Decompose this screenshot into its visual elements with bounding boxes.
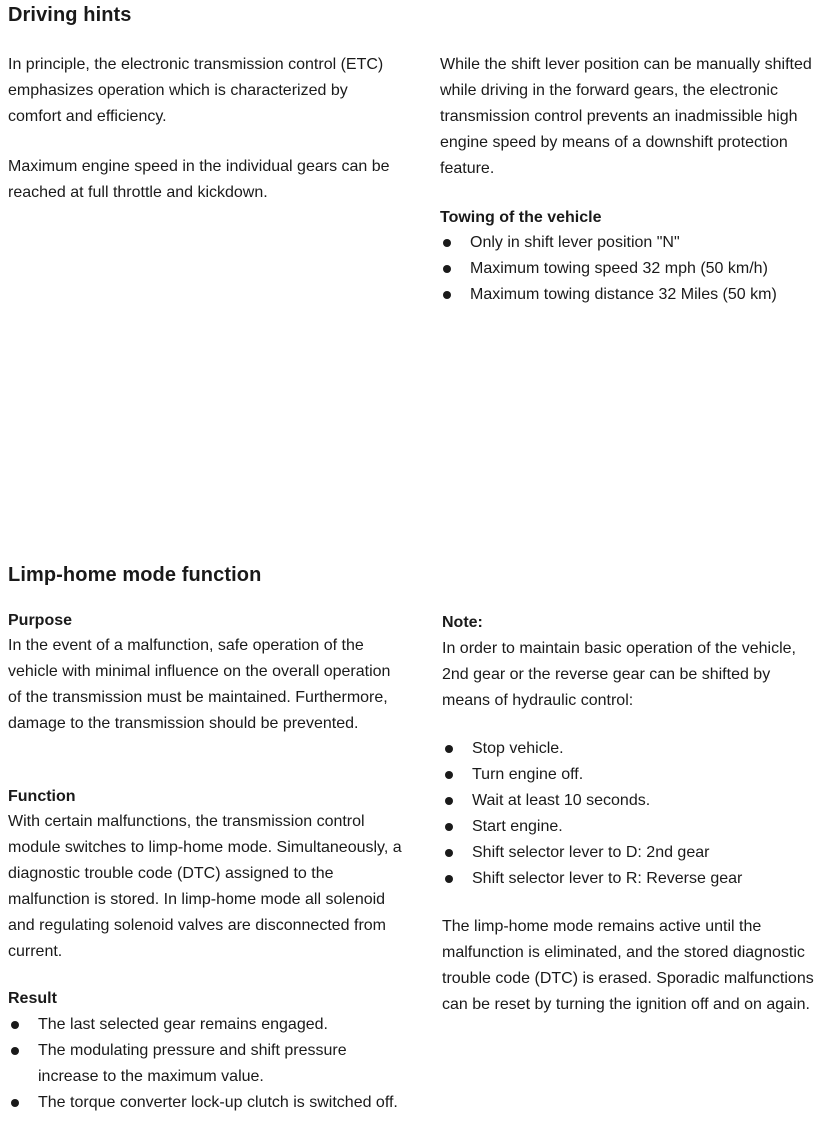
bullet-icon	[11, 1047, 19, 1055]
driving-left-paragraph-2: Maximum engine speed in the individual gears can be reached at full throttle and kickdown.	[8, 158, 390, 201]
list-item: Turn engine off.	[442, 762, 812, 788]
bullet-icon	[445, 771, 453, 779]
note-title: Note:	[442, 614, 483, 631]
driving-hints-title: Driving hints	[8, 4, 132, 26]
driving-right-paragraph-1: While the shift lever position can be manually shifted while driving in the forward gears, the electronic transmission control prevents an inadmissible high engine speed by means of a downshift protection feature.	[440, 56, 812, 177]
list-item: Stop vehicle.	[442, 736, 812, 762]
bullet-icon	[445, 875, 453, 883]
bullet-icon	[445, 745, 453, 753]
function-text: With certain malfunctions, the transmission control module switches to limp-home mode. Simultaneously, a diagnostic trouble code (DTC) assigned to the malfunction is stored. In limp-home mode all solenoid and regulating solenoid valves are disconnected from current.	[8, 813, 402, 960]
result-title: Result	[8, 990, 57, 1007]
closing-text: The limp-home mode remains active until the malfunction is eliminated, and the stored diagnostic trouble code (DTC) is erased. Sporadic malfunctions can be reset by turning the ignition off and on again.	[442, 918, 814, 1013]
towing-list	[440, 230, 828, 308]
purpose-text: In the event of a malfunction, safe operation of the vehicle with minimal influence on the overall operation of the transmission must be maintained. Furthermore, damage to the transmission should be prevented.	[8, 637, 391, 732]
list-item: Maximum towing distance 32 Miles (50 km)	[440, 282, 828, 308]
bullet-icon	[11, 1099, 19, 1107]
list-item: Start engine.	[442, 814, 812, 840]
bullet-icon	[443, 239, 451, 247]
purpose-title: Purpose	[8, 612, 73, 629]
bullet-icon	[443, 291, 451, 299]
list-item: Shift selector lever to D: 2nd gear	[442, 840, 812, 866]
list-item: The modulating pressure and shift pressure increase to the maximum value.	[8, 1038, 398, 1090]
limp-home-title: Limp-home mode function	[8, 564, 262, 586]
function-title: Function	[8, 788, 76, 805]
bullet-icon	[445, 849, 453, 857]
bullet-icon	[443, 265, 451, 273]
list-item: Only in shift lever position "N"	[440, 230, 828, 256]
bullet-icon	[11, 1021, 19, 1029]
list-item: The torque converter lock-up clutch is switched off.	[8, 1090, 398, 1116]
note-steps-list	[442, 736, 812, 892]
list-item: Wait at least 10 seconds.	[442, 788, 812, 814]
bullet-icon	[445, 823, 453, 831]
driving-left-paragraph-1: In principle, the electronic transmission control (ETC) emphasizes operation which is characterized by comfort and efficiency.	[8, 56, 384, 125]
towing-title: Towing of the vehicle	[440, 209, 602, 226]
result-list	[8, 1012, 398, 1116]
list-item: Shift selector lever to R: Reverse gear	[442, 866, 812, 892]
list-item: Maximum towing speed 32 mph (50 km/h)	[440, 256, 828, 282]
list-item: The last selected gear remains engaged.	[8, 1012, 398, 1038]
note-text: In order to maintain basic operation of the vehicle, 2nd gear or the reverse gear can be shifted by means of hydraulic control:	[442, 640, 796, 709]
bullet-icon	[445, 797, 453, 805]
